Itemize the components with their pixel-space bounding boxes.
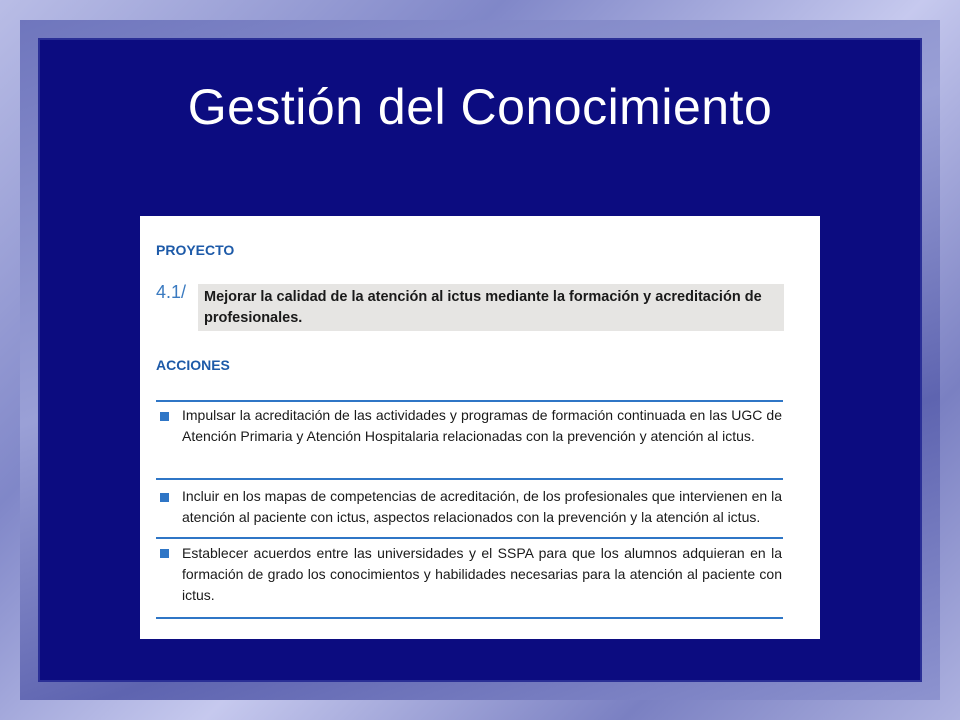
project-text: Mejorar la calidad de la atención al ictus mediante la formación y acreditación de profesionales. [204,289,762,326]
bullet-square-icon [160,412,169,421]
bullet-square-icon [160,493,169,502]
action-item: Establecer acuerdos entre las universidades y el SSPA para que los alumnos adquieran en la formación de grado los conocimientos y habilidades necesarias para la atención al paciente con ictus. [182,545,782,603]
divider [156,400,783,402]
document-image [140,216,820,639]
slide-title: Gestión del Conocimiento [187,79,773,135]
actions-heading: ACCIONES [156,357,230,373]
bullet-square-icon [160,549,169,558]
action-item: Incluir en los mapas de competencias de acreditación, de los profesionales que intervienen en la atención al paciente con ictus, aspectos relacionados con la prevención y la atención al ictus. [182,488,782,525]
divider [156,478,783,480]
divider [156,617,783,619]
project-number: 4.1/ [156,282,187,302]
divider [156,537,783,539]
action-item: Impulsar la acreditación de las actividades y programas de formación continuada en las UGC de Atención Primaria y Atención Hospitalaria relacionadas con la prevención y atención al ictus. [182,407,782,444]
project-heading: PROYECTO [156,242,235,258]
